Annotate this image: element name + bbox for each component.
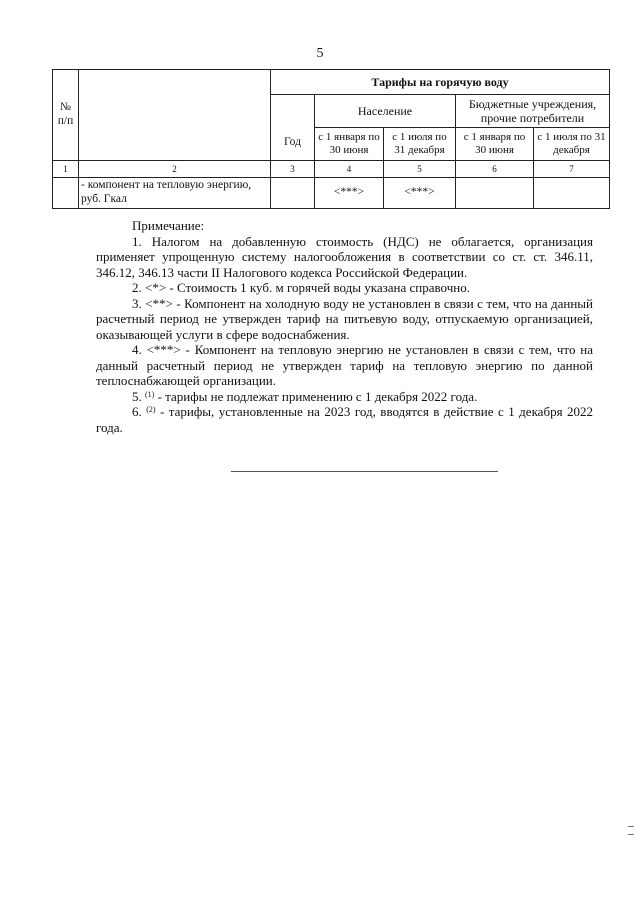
end-divider (231, 471, 498, 472)
period-pop-h1: с 1 января по 30 июня (315, 128, 384, 161)
page-number: 5 (316, 46, 324, 61)
column-index: 7 (534, 161, 610, 178)
note-6-number: 6. (132, 404, 142, 419)
table-row (53, 178, 610, 209)
column-index: 2 (79, 161, 271, 178)
note-1: 1. Налогом на добавленную стоимость (НДС) не облагается, организация применяет упрощенную систему налогообложения в соответствии со ст. ст. 346.11, 346.12, 346.13 части II Налогового кодекса Российской Федерации. (96, 233, 593, 280)
note-4: 4. <***> - Компонент на тепловую энергию не установлен в связи с тем, что на данный расчетный период не утвержден тариф на тепловую энергию по данной теплоснабжающей организации. (96, 342, 593, 388)
row-number (53, 178, 79, 209)
column-index: 4 (315, 161, 384, 178)
column-index: 3 (271, 161, 315, 178)
note-2: 2. <*> - Стоимость 1 куб. м горячей воды указана справочно. (132, 280, 470, 295)
note-6-text: - тарифы, установленные на 2023 год, вводятся в действие с 1 декабря 2022 года. (96, 404, 594, 435)
note-5-number: 5. (132, 388, 142, 404)
notes-heading: Примечание: (132, 218, 205, 233)
row-name: - компонент на тепловую энергию, руб. Гкал (79, 178, 271, 209)
table-title: Тарифы на горячую воду (271, 70, 610, 95)
period-budget-h2: с 1 июля по 31 декабря (534, 128, 610, 161)
column-index: 1 (53, 161, 79, 178)
period-pop-h2: с 1 июля по 31 декабря (384, 128, 456, 161)
header-name (79, 70, 271, 161)
column-index-row (53, 161, 610, 178)
header-year-cell (271, 95, 315, 161)
header-year: Год (284, 136, 301, 149)
notes-section (96, 218, 593, 435)
note-6 (96, 404, 593, 435)
scan-edge-mark (628, 826, 634, 827)
note-5-sup: (1) (145, 389, 155, 399)
tariff-table (52, 69, 610, 209)
note-5-text: - тарифы не подлежат применению с 1 декабря 2022 года. (157, 388, 478, 404)
group-population: Население (315, 95, 456, 128)
note-5 (96, 389, 593, 405)
period-budget-h1: с 1 января по 30 июня (456, 128, 534, 161)
group-budget: Бюджетные учреждения, прочие потребители (456, 95, 610, 128)
header-number: № п/п (53, 70, 79, 161)
row-value: <***> (315, 178, 384, 209)
row-year (271, 178, 315, 209)
note-6-sup: (2) (146, 405, 156, 414)
column-index: 5 (384, 161, 456, 178)
row-value: <***> (384, 178, 456, 209)
row-value (534, 178, 610, 209)
row-value (456, 178, 534, 209)
scan-edge-mark (628, 834, 634, 835)
column-index: 6 (456, 161, 534, 178)
note-3: 3. <**> - Компонент на холодную воду не установлен в связи с тем, что на данный расчетный период не утвержден тариф на питьевую воду, отпускаемую организацией, оказывающей услуги в сфере водоснабжения. (96, 295, 593, 342)
